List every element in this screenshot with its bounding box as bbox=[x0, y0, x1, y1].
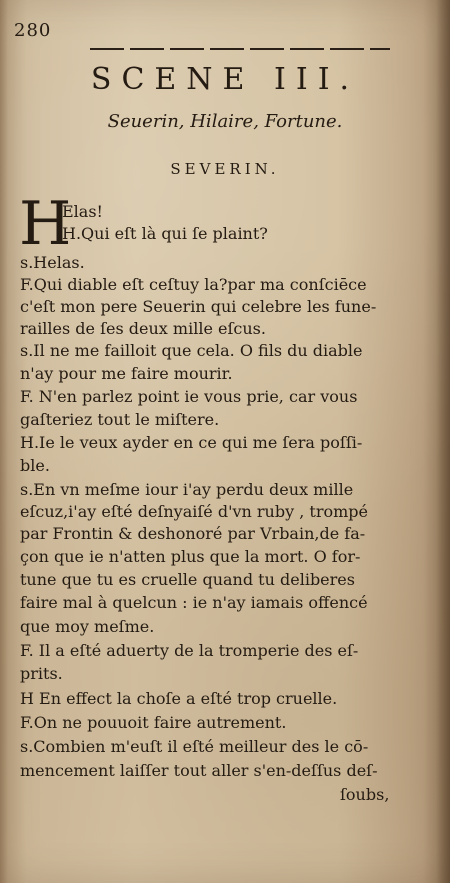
text-line: s.En vn meſme iour i'ay perdu deux mille bbox=[20, 480, 354, 499]
text-line: railles de ſes deux mille eſcus. bbox=[20, 319, 266, 338]
text-line: H En effect la choſe a eſté trop cruelle. bbox=[20, 689, 338, 708]
text-line: s.Combien m'euſt il eſté meilleur des le cō- bbox=[20, 737, 369, 756]
text-line: F. Il a eſté aduerty de la tromperie des eſ- bbox=[20, 641, 359, 660]
text-line: çon que ie n'atten plus que la mort. O for- bbox=[20, 547, 361, 566]
text-line: s.Helas. bbox=[20, 253, 85, 272]
text-line: Elas! bbox=[62, 202, 103, 221]
text-line: n'ay pour me faire mourir. bbox=[20, 364, 233, 383]
text-line: H.Ie le veux ayder en ce qui me ſera poſſi- bbox=[20, 433, 363, 452]
text-line: ſoubs, bbox=[340, 785, 390, 804]
scene-title: SCENE III. bbox=[90, 62, 360, 97]
text-line: eſcuz,i'ay eſté deſnyaiſé d'vn ruby , trompé bbox=[20, 502, 368, 521]
text-line: c'eſt mon pere Seuerin qui celebre les fune- bbox=[20, 297, 377, 316]
text-line: prits. bbox=[20, 664, 63, 683]
text-line: gaſteriez tout le miſtere. bbox=[20, 410, 220, 429]
text-line: F. N'en parlez point ie vous prie, car vous bbox=[20, 387, 358, 406]
text-line: F.On ne pouuoit faire autrement. bbox=[20, 713, 287, 732]
text-line: F.Qui diable eſt ceſtuy la?par ma conſciēce bbox=[20, 275, 367, 294]
text-line: mencement laiſſer tout aller s'en-deſſus deſ- bbox=[20, 761, 378, 780]
text-line: faire mal à quelcun : ie n'ay iamais offencé bbox=[20, 593, 368, 612]
text-line: H.Qui eſt là qui ſe plaint? bbox=[62, 224, 268, 243]
drop-cap: H bbox=[19, 189, 72, 259]
text-line: s.Il ne me failloit que cela. O fils du diable bbox=[20, 341, 363, 360]
text-line: par Frontin & deshonoré par Vrbain,de fa- bbox=[20, 524, 366, 543]
text-line: ble. bbox=[20, 456, 50, 475]
text-line: tune que tu es cruelle quand tu deliberes bbox=[20, 570, 355, 589]
page-number: 280 bbox=[14, 20, 52, 41]
text-line: que moy meſme. bbox=[20, 617, 155, 636]
characters-line: Seuerin, Hilaire, Fortune. bbox=[107, 111, 343, 132]
speaker-heading: SEVERIN. bbox=[170, 160, 280, 178]
